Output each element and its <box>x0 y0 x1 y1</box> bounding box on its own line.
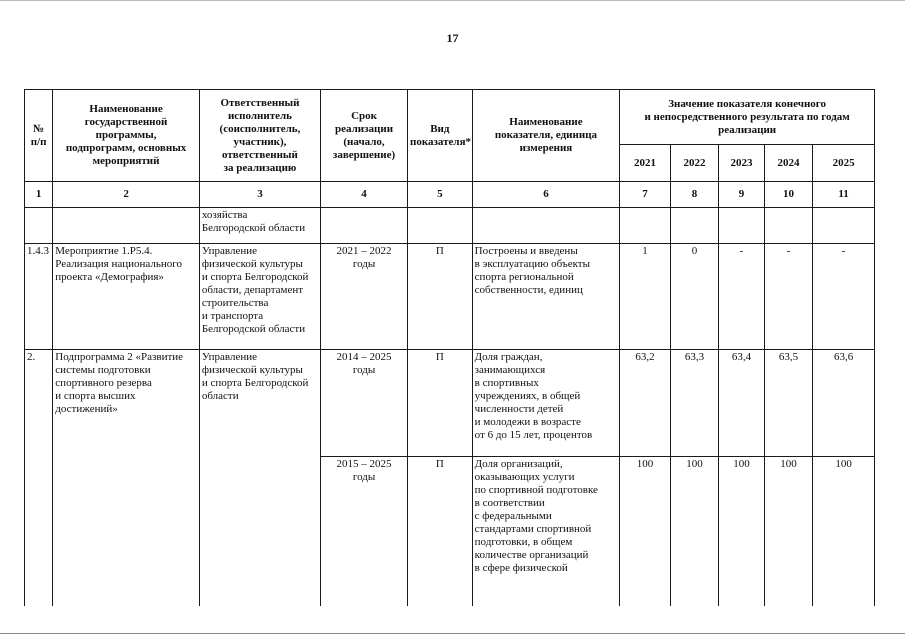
row-term: 2021 – 2022 годы <box>321 244 408 350</box>
row-programme-name: Мероприятие 1.Р5.4. Реализация национального проекта «Демография» <box>53 244 200 350</box>
table-row <box>25 208 875 244</box>
row-value-2025 <box>813 208 875 244</box>
row-indicator-name <box>472 208 620 244</box>
table-row <box>25 244 875 350</box>
row-programme-name <box>53 208 200 244</box>
header-year-2024: 2024 <box>764 145 813 182</box>
header-indicator-type: Вид показателя* <box>408 90 473 182</box>
column-number: 8 <box>670 182 719 208</box>
row-value-2023 <box>719 208 764 244</box>
header-year-2022: 2022 <box>670 145 719 182</box>
column-number: 9 <box>719 182 764 208</box>
header-year-2025: 2025 <box>813 145 875 182</box>
row-num: 2. <box>25 350 53 607</box>
row-num: 1.4.3 <box>25 244 53 350</box>
row-value-2022: 63,3 <box>670 350 719 457</box>
row-indicator-name: Доля граждан, занимающихся в спортивных учреждениях, в общей численности детей и молодежи в возрасте от 6 до 15 лет, процентов <box>472 350 620 457</box>
row-value-2024: 100 <box>764 457 813 607</box>
page-bottom-margin <box>0 606 905 640</box>
row-indicator-type <box>408 208 473 244</box>
row-term: 2014 – 2025 годы <box>321 350 408 457</box>
column-number: 7 <box>620 182 671 208</box>
column-number: 5 <box>408 182 473 208</box>
column-number: 4 <box>321 182 408 208</box>
bottom-edge-rule <box>0 633 905 634</box>
column-number: 6 <box>472 182 620 208</box>
row-value-2023: - <box>719 244 764 350</box>
row-executor: Управление физической культуры и спорта Белгородской области <box>199 350 320 607</box>
table-row <box>25 350 875 457</box>
row-indicator-type: П <box>408 350 473 457</box>
header-year-2023: 2023 <box>719 145 764 182</box>
row-value-2021: 100 <box>620 457 671 607</box>
row-value-2025: - <box>813 244 875 350</box>
column-number: 1 <box>25 182 53 208</box>
row-value-2024 <box>764 208 813 244</box>
row-executor: Управление физической культуры и спорта Белгородской области, департамент строительства и транспорта Белгородской области <box>199 244 320 350</box>
column-number: 3 <box>199 182 320 208</box>
header-year-2021: 2021 <box>620 145 671 182</box>
row-value-2025: 100 <box>813 457 875 607</box>
header-programme-name: Наименование государственной программы, подпрограмм, основных мероприятий <box>53 90 200 182</box>
row-indicator-name: Построены и введены в эксплуатацию объекты спорта региональной собственности, единиц <box>472 244 620 350</box>
column-number: 11 <box>813 182 875 208</box>
column-number: 2 <box>53 182 200 208</box>
row-programme-name: Подпрограмма 2 «Развитие системы подготовки спортивного резерва и спорта высших достижений» <box>53 350 200 607</box>
top-edge-rule <box>0 0 905 1</box>
column-number-row <box>25 182 875 208</box>
page-number: 17 <box>446 31 459 45</box>
row-value-2024: - <box>764 244 813 350</box>
row-value-2025: 63,6 <box>813 350 875 457</box>
row-value-2022: 100 <box>670 457 719 607</box>
row-indicator-name: Доля организаций, оказывающих услуги по спортивной подготовке в соответствии с федеральными стандартами спортивной подготовки, в общем количестве организаций в сфере физической <box>472 457 620 607</box>
programme-table <box>24 89 875 607</box>
row-value-2023: 100 <box>719 457 764 607</box>
header-num: № п/п <box>25 90 53 182</box>
row-value-2023: 63,4 <box>719 350 764 457</box>
row-value-2021: 63,2 <box>620 350 671 457</box>
header-executor: Ответственный исполнитель (соисполнитель, участник), ответственный за реализацию <box>199 90 320 182</box>
row-value-2024: 63,5 <box>764 350 813 457</box>
row-executor: хозяйства Белгородской области <box>199 208 320 244</box>
row-num <box>25 208 53 244</box>
header-values-group: Значение показателя конечного и непосредственного результата по годам реализации <box>620 90 875 145</box>
header-term: Срок реализации (начало, завершение) <box>321 90 408 182</box>
row-value-2021: 1 <box>620 244 671 350</box>
row-value-2021 <box>620 208 671 244</box>
row-term: 2015 – 2025 годы <box>321 457 408 607</box>
row-term <box>321 208 408 244</box>
row-indicator-type: П <box>408 457 473 607</box>
column-number: 10 <box>764 182 813 208</box>
row-value-2022 <box>670 208 719 244</box>
header-indicator-name: Наименование показателя, единица измерения <box>472 90 620 182</box>
row-indicator-type: П <box>408 244 473 350</box>
row-value-2022: 0 <box>670 244 719 350</box>
